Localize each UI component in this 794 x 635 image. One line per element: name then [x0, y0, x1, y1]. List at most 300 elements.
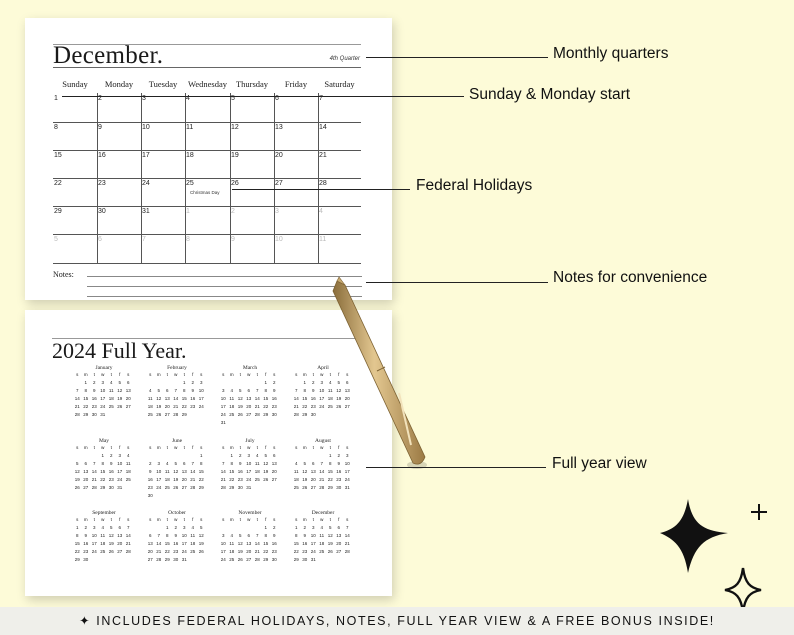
mini-weekday: s [200, 445, 203, 450]
mini-blank [219, 453, 228, 458]
mini-blank [301, 453, 310, 458]
bottom-banner [0, 607, 794, 635]
mini-day: 25 [164, 485, 170, 490]
grid-row-line [53, 178, 361, 179]
mini-day: 21 [344, 541, 350, 546]
mini-day: 10 [100, 388, 106, 393]
mini-day: 15 [74, 541, 80, 546]
mini-day: 7 [255, 533, 259, 538]
day-name: Wednesday [188, 79, 227, 89]
mini-day: 31 [246, 485, 252, 490]
mini-weekday: w [247, 445, 251, 450]
day-cell-number: 17 [142, 152, 150, 159]
day-name: Friday [284, 79, 308, 89]
mini-day: 31 [181, 557, 187, 562]
mini-blank [155, 525, 164, 530]
day-cell-number: 28 [319, 180, 327, 187]
mini-day: 29 [263, 412, 269, 417]
mini-day: 10 [220, 396, 226, 401]
mini-day: 26 [198, 549, 204, 554]
notes-line [87, 276, 362, 277]
mini-weekday: t [239, 372, 241, 377]
day-cell-number: 24 [142, 180, 150, 187]
mini-weekday: m [302, 517, 307, 522]
mini-month-grid [219, 445, 281, 490]
mini-day: 7 [294, 388, 298, 393]
mini-weekday: s [222, 372, 225, 377]
mini-weekday: t [166, 517, 168, 522]
mini-day: 28 [319, 485, 325, 490]
mini-weekday: t [256, 372, 258, 377]
mini-day: 7 [75, 388, 79, 393]
day-cell-number: 6 [98, 236, 102, 243]
mini-day: 1 [230, 453, 233, 458]
mini-day: 29 [74, 557, 80, 562]
mini-day: 6 [337, 525, 340, 530]
mini-blank [172, 453, 181, 458]
mini-day: 18 [327, 396, 333, 401]
mini-weekday: f [265, 372, 267, 377]
day-cell-number: 12 [231, 124, 239, 131]
mini-day: 20 [310, 477, 316, 482]
mini-day: 11 [319, 533, 325, 538]
mini-month-name: September [92, 510, 116, 516]
mini-day: 12 [108, 533, 114, 538]
mini-day: 10 [91, 533, 97, 538]
mini-weekday: t [93, 445, 95, 450]
mini-day: 13 [181, 469, 187, 474]
mini-day: 8 [294, 533, 298, 538]
callout-start-day: Sunday & Monday start [469, 86, 631, 103]
day-name: Sunday [62, 79, 88, 89]
mini-day: 25 [229, 412, 235, 417]
mini-day: 7 [126, 525, 130, 530]
mini-day: 8 [199, 461, 203, 466]
mini-day: 2 [272, 525, 276, 530]
mini-weekday: f [192, 372, 194, 377]
mini-day: 13 [164, 396, 170, 401]
mini-day: 24 [319, 404, 325, 409]
mini-day: 13 [83, 469, 89, 474]
mini-day: 11 [108, 388, 114, 393]
mini-day: 16 [91, 396, 97, 401]
mini-weekday: t [329, 372, 331, 377]
mini-day: 27 [83, 485, 89, 490]
mini-day: 22 [229, 477, 235, 482]
mini-weekday: f [265, 517, 267, 522]
mini-day: 27 [246, 412, 252, 417]
mini-weekday: w [101, 445, 105, 450]
mini-day: 18 [190, 541, 196, 546]
mini-blank [292, 453, 301, 458]
mini-month-name: August [315, 438, 331, 444]
mini-month-name: November [238, 510, 262, 516]
mini-day: 28 [254, 557, 260, 562]
mini-weekday: t [312, 445, 314, 450]
mini-day: 16 [271, 541, 277, 546]
mini-blank [163, 453, 172, 458]
mini-weekday: m [156, 372, 161, 377]
mini-day: 22 [100, 477, 106, 482]
mini-weekday: w [247, 372, 251, 377]
mini-day: 22 [293, 549, 299, 554]
mini-day: 22 [327, 477, 333, 482]
mini-day: 9 [272, 388, 276, 393]
mini-day: 10 [344, 461, 350, 466]
mini-day: 22 [83, 404, 89, 409]
mini-weekday: t [110, 372, 112, 377]
mini-day: 26 [173, 485, 179, 490]
mini-day: 6 [126, 380, 130, 385]
mini-day: 25 [229, 557, 235, 562]
mini-day: 9 [311, 388, 315, 393]
mini-day: 29 [83, 412, 89, 417]
mini-day: 3 [221, 388, 225, 393]
mini-day: 14 [293, 396, 299, 401]
mini-day: 7 [320, 461, 323, 466]
mini-month-grid [219, 372, 281, 425]
mini-day: 19 [237, 549, 243, 554]
mini-day: 8 [182, 388, 186, 393]
mini-day: 3 [118, 453, 121, 458]
day-cell-number: 4 [186, 95, 190, 102]
notes-label: Notes: [53, 270, 74, 279]
mini-day: 7 [255, 388, 259, 393]
mini-day: 9 [109, 461, 113, 466]
mini-day: 27 [271, 477, 277, 482]
mini-day: 25 [100, 549, 106, 554]
mini-day: 18 [108, 396, 114, 401]
mini-day: 8 [264, 533, 267, 538]
mini-day: 4 [165, 461, 169, 466]
mini-day: 20 [125, 396, 131, 401]
notes-line [87, 296, 362, 297]
mini-day: 21 [293, 404, 299, 409]
mini-blank [155, 380, 164, 385]
mini-day: 28 [220, 485, 226, 490]
mini-day: 11 [100, 533, 106, 538]
mini-day: 17 [91, 541, 97, 546]
mini-day: 6 [247, 533, 250, 538]
mini-day: 8 [303, 388, 306, 393]
mini-weekday: s [222, 445, 225, 450]
mini-day: 12 [74, 469, 80, 474]
mini-day: 7 [345, 525, 349, 530]
mini-day: 11 [229, 541, 235, 546]
mini-day: 12 [327, 533, 333, 538]
mini-day: 31 [100, 412, 106, 417]
mini-day: 22 [263, 549, 269, 554]
mini-weekday: w [101, 517, 105, 522]
mini-day: 6 [165, 388, 169, 393]
mini-day: 4 [328, 380, 332, 385]
mini-day: 13 [246, 396, 252, 401]
mini-day: 2 [272, 380, 276, 385]
mini-day: 24 [246, 477, 252, 482]
mini-day: 10 [246, 461, 252, 466]
mini-day: 5 [238, 533, 242, 538]
mini-day: 25 [254, 477, 260, 482]
mini-blank [155, 453, 164, 458]
day-name: Tuesday [148, 79, 178, 89]
mini-day: 13 [147, 541, 153, 546]
day-name: Saturday [324, 79, 355, 89]
mini-blank [180, 453, 189, 458]
mini-day: 11 [229, 396, 235, 401]
mini-weekday: t [239, 517, 241, 522]
mini-day: 2 [84, 525, 87, 530]
mini-weekday: w [174, 517, 178, 522]
callout-line-notes [366, 282, 548, 283]
mini-day: 22 [263, 404, 269, 409]
mini-day: 29 [302, 412, 308, 417]
mini-day: 15 [181, 396, 187, 401]
callout-monthly-quarters: Monthly quarters [553, 45, 669, 62]
mini-weekday: w [247, 517, 251, 522]
mini-day: 22 [74, 549, 80, 554]
mini-day: 11 [190, 533, 196, 538]
mini-blank [219, 525, 228, 530]
mini-day: 9 [191, 388, 194, 393]
mini-month-grid [146, 372, 208, 417]
mini-blank [309, 453, 318, 458]
mini-day: 18 [319, 541, 325, 546]
mini-blank [253, 380, 262, 385]
grid-row-line [53, 122, 361, 123]
mini-day: 30 [91, 412, 97, 417]
mini-day: 4 [255, 453, 259, 458]
mini-day: 1 [84, 380, 87, 385]
mini-day: 23 [190, 404, 196, 409]
mini-day: 13 [271, 461, 277, 466]
mini-day: 24 [156, 485, 162, 490]
mini-day: 29 [229, 485, 235, 490]
mini-month-grid [292, 517, 354, 562]
mini-day: 23 [173, 549, 179, 554]
mini-weekday: s [76, 372, 79, 377]
mini-day: 14 [156, 541, 162, 546]
mini-day: 2 [148, 461, 152, 466]
mini-day: 23 [108, 477, 114, 482]
mini-day: 5 [328, 525, 332, 530]
mini-weekday: w [320, 517, 324, 522]
grid-row-line [53, 150, 361, 151]
mini-weekday: m [229, 517, 234, 522]
day-cell-number: 10 [142, 124, 150, 131]
mini-weekday: s [295, 372, 298, 377]
mini-weekday: m [83, 517, 88, 522]
mini-day: 24 [310, 549, 316, 554]
mini-blank [228, 525, 237, 530]
mini-month [292, 510, 354, 562]
mini-weekday: w [320, 445, 324, 450]
mini-day: 23 [147, 485, 153, 490]
mini-weekday: f [338, 517, 340, 522]
mini-month [73, 438, 135, 490]
mini-day: 5 [264, 453, 267, 458]
mini-weekday: s [127, 517, 130, 522]
mini-day: 16 [173, 541, 179, 546]
mini-day: 17 [220, 404, 226, 409]
mini-weekday: f [192, 445, 194, 450]
mini-day: 16 [147, 477, 153, 482]
mini-day: 9 [84, 533, 87, 538]
mini-day: 17 [100, 396, 106, 401]
day-cell-number: 21 [319, 152, 327, 159]
mini-day: 21 [74, 404, 80, 409]
mini-weekday: s [273, 445, 276, 450]
mini-blank [146, 380, 155, 385]
day-cell-number: 7 [142, 236, 146, 243]
mini-day: 10 [319, 388, 325, 393]
mini-blank [292, 380, 301, 385]
mini-day: 3 [221, 533, 225, 538]
mini-weekday: f [265, 445, 267, 450]
day-cell-number: 19 [231, 152, 239, 159]
mini-day: 13 [117, 533, 123, 538]
mini-day: 28 [91, 485, 97, 490]
mini-day: 23 [271, 549, 277, 554]
mini-weekday: f [119, 372, 121, 377]
day-cell-number: 11 [319, 236, 327, 243]
banner-text: ✦ INCLUDES FEDERAL HOLIDAYS, NOTES, FULL YEAR VIEW & A FREE BONUS INSIDE! [79, 614, 715, 628]
mini-day: 12 [263, 461, 269, 466]
day-cell-number: 5 [54, 236, 58, 243]
monthly-calendar-sheet [25, 18, 392, 300]
mini-day: 17 [220, 549, 226, 554]
callout-federal-holidays: Federal Holidays [416, 177, 533, 194]
mini-day: 2 [238, 453, 242, 458]
day-cell-number: 9 [231, 236, 235, 243]
mini-blank [163, 380, 172, 385]
mini-day: 28 [74, 412, 80, 417]
day-cell-number: 13 [275, 124, 283, 131]
grid-row-line [53, 206, 361, 207]
mini-day: 23 [237, 477, 243, 482]
mini-month-name: December [311, 510, 335, 516]
mini-month-name: May [98, 438, 110, 444]
mini-month-grid [146, 445, 208, 498]
holiday-label: Christmas Day [190, 190, 220, 195]
mini-day: 21 [125, 541, 131, 546]
mini-month-grid [73, 517, 135, 562]
mini-day: 2 [303, 525, 306, 530]
mini-month [219, 438, 281, 490]
mini-day: 26 [263, 477, 269, 482]
quarter-label: 4th Quarter [329, 56, 360, 62]
mini-day: 27 [310, 485, 316, 490]
mini-day: 2 [92, 380, 96, 385]
mini-weekday: t [110, 517, 112, 522]
mini-day: 15 [263, 396, 269, 401]
mini-day: 10 [181, 533, 187, 538]
day-cell-number: 16 [98, 152, 106, 159]
mini-day: 3 [92, 525, 96, 530]
mini-weekday: t [312, 517, 314, 522]
mini-day: 29 [293, 557, 299, 562]
mini-day: 27 [117, 549, 123, 554]
day-cell-number: 2 [231, 208, 235, 215]
mini-month [73, 510, 135, 562]
mini-day: 5 [199, 525, 203, 530]
day-cell-number: 1 [186, 208, 190, 215]
mini-weekday: w [320, 372, 324, 377]
mini-day: 12 [237, 396, 243, 401]
mini-day: 28 [293, 412, 299, 417]
mini-day: 26 [156, 412, 162, 417]
mini-day: 21 [156, 549, 162, 554]
mini-day: 4 [230, 533, 233, 538]
mini-day: 30 [336, 485, 342, 490]
mini-day: 23 [83, 549, 89, 554]
mini-day: 1 [165, 525, 169, 530]
mini-day: 26 [117, 404, 123, 409]
small-plus-sparkle-icon [750, 503, 768, 521]
mini-day: 24 [181, 549, 187, 554]
mini-weekday: t [183, 517, 185, 522]
mini-day: 13 [336, 533, 342, 538]
mini-day: 16 [336, 469, 342, 474]
callout-line-holidays [232, 189, 410, 190]
day-cell-number: 11 [186, 124, 194, 131]
mini-day: 15 [198, 469, 204, 474]
mini-weekday: f [119, 445, 121, 450]
mini-day: 1 [328, 453, 332, 458]
mini-day: 9 [337, 461, 340, 466]
mini-weekday: m [83, 372, 88, 377]
mini-month-name: July [245, 438, 255, 444]
mini-day: 14 [220, 469, 226, 474]
mini-weekday: s [346, 445, 349, 450]
mini-day: 19 [173, 477, 179, 482]
mini-day: 20 [164, 404, 170, 409]
day-cell-number: 26 [231, 180, 239, 187]
mini-day: 9 [148, 469, 152, 474]
large-sparkle-icon [658, 497, 730, 575]
day-cell-number: 15 [54, 152, 62, 159]
mini-day: 14 [190, 469, 196, 474]
mini-day: 19 [302, 477, 308, 482]
mini-day: 31 [344, 485, 350, 490]
mini-day: 1 [101, 453, 104, 458]
mini-day: 11 [254, 461, 260, 466]
mini-day: 20 [246, 549, 252, 554]
day-cell-number: 1 [54, 95, 58, 102]
callout-line-start [62, 96, 464, 97]
day-cell-number: 7 [319, 95, 323, 102]
mini-day: 25 [327, 404, 333, 409]
mini-day: 14 [344, 533, 350, 538]
mini-day: 29 [198, 485, 204, 490]
mini-weekday: s [76, 445, 79, 450]
header-rule [53, 67, 361, 68]
mini-weekday: s [273, 517, 276, 522]
mini-day: 8 [165, 533, 169, 538]
mini-weekday: s [295, 517, 298, 522]
mini-day: 26 [327, 549, 333, 554]
mini-day: 18 [229, 549, 235, 554]
mini-day: 19 [198, 541, 204, 546]
mini-day: 21 [91, 477, 97, 482]
mini-day: 24 [344, 477, 350, 482]
mini-day: 5 [303, 461, 306, 466]
mini-blank [146, 453, 155, 458]
mini-day: 17 [344, 469, 350, 474]
mini-day: 5 [109, 525, 113, 530]
mini-weekday: m [156, 517, 161, 522]
mini-day: 1 [182, 380, 186, 385]
mini-day: 15 [164, 541, 170, 546]
